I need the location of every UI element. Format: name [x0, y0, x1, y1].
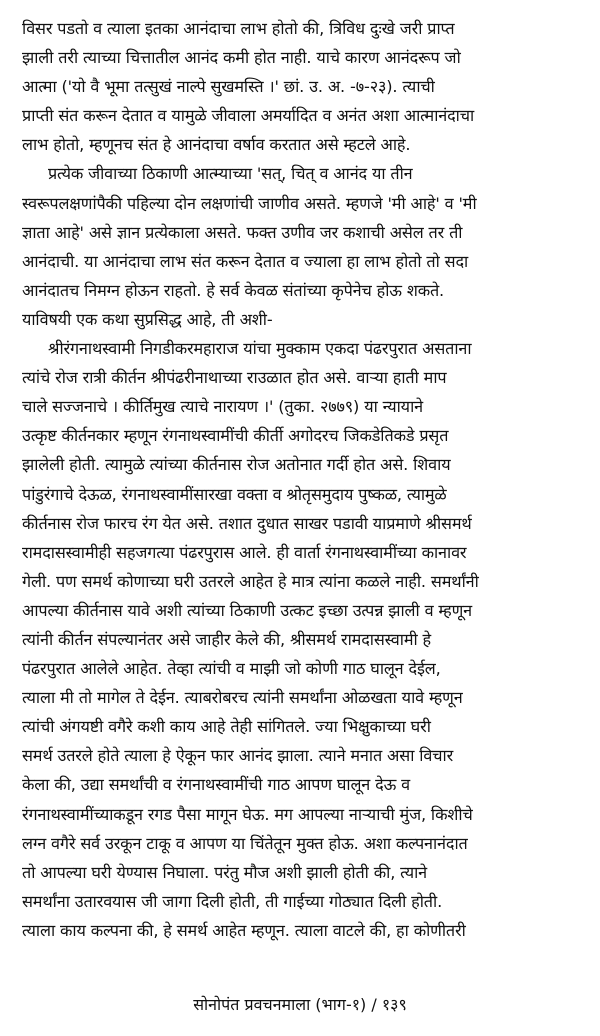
text-line: तो आपल्या घरी येण्यास निघाला. परंतु मौज अशी झाली होती की, त्याने [22, 862, 427, 882]
text-line: पंढरपुरात आलेले आहेत. तेव्हा त्यांची व माझी जो कोणी गाठ घालून देईल, [22, 659, 441, 679]
text-line: विसर पडतो व त्याला इतका आनंदाचा लाभ होतो की, त्रिविध दुःखे जरी प्राप्त [22, 19, 455, 38]
text-line: समर्थांना उतारवयास जी जागा दिली होती, ती गाईच्या गोठ्यात दिली होती. [22, 891, 443, 911]
text-line: कीर्तनास रोज फारच रंग येत असे. तशात दुधात साखर पडावी याप्रमाणे श्रीसमर्थ [22, 513, 472, 533]
text-line: केला की, उद्या समर्थांची व रंगनाथस्वामींची गाठ आपण घालून देऊ व [22, 775, 410, 795]
text-line: त्याला मी तो मागेल ते देईन. त्याबरोबरच त्यांनी समर्थांना ओळखता यावे म्हणून [22, 688, 463, 708]
page-footer: सोनोपंत प्रवचनमाला (भाग-१) / १३९ [193, 995, 407, 1014]
text-line: त्यांनी कीर्तन संपल्यानंतर असे जाहीर केले की, श्रीसमर्थ रामदासस्वामी हे [22, 629, 431, 649]
text-line: याविषयी एक कथा सुप्रसिद्ध आहे, ती अशी- [22, 309, 273, 329]
text-line: ज्ञाता आहे' असे ज्ञान प्रत्येकाला असते. फक्त उणीव जर कशाची असेल तर ती [22, 222, 463, 242]
text-line: गेली. पण समर्थ कोणाच्या घरी उतरले आहेत हे मात्र त्यांना कळले नाही. समर्थांनी [22, 571, 479, 591]
text-line: उत्कृष्ट कीर्तनकार म्हणून रंगनाथस्वामींची कीर्ती अगोदरच जिकडेतिकडे प्रसृत [22, 426, 449, 446]
text-line: समर्थ उतरले होते त्याला हे ऐकून फार आनंद झाला. त्याने मनात असा विचार [22, 746, 454, 766]
text-line: त्यांचे रोज रात्री कीर्तन श्रीपंढरीनाथाच्या राउळात होत असे. वाऱ्या हाती माप [22, 368, 447, 388]
body-text [22, 14, 582, 945]
paragraph-start-line: प्रत्येक जीवाच्या ठिकाणी आत्म्याच्या 'सत्, चित् व आनंद या तीन [48, 164, 413, 184]
text-line: पांडुरंगाचे देऊळ, रंगनाथस्वामींसारखा वक्ता व श्रोतृसमुदाय पुष्कळ, त्यामुळे [22, 484, 447, 504]
text-line: रंगनाथस्वामींच्याकडून रगड पैसा मागून घेऊ. मग आपल्या नाऱ्याची मुंज, किशीचे [22, 804, 473, 824]
text-line: प्राप्ती संत करून देतात व यामुळे जीवाला अमर्यादित व अनंत अशा आत्मानंदाचा [22, 106, 475, 126]
text-line: रामदासस्वामीही सहजगत्या पंढरपुरास आले. ही वार्ता रंगनाथस्वामींच्या कानावर [22, 542, 467, 562]
text-line: स्वरूपलक्षणांपैकी पहिल्या दोन लक्षणांची जाणीव असते. म्हणजे 'मी आहे' व 'मी [22, 193, 477, 213]
text-line: झालेली होती. त्यामुळे त्यांच्या कीर्तनास रोज अतोनात गर्दी होत असे. शिवाय [22, 455, 451, 475]
text-line: लाभ होतो, म्हणूनच संत हे आनंदाचा वर्षाव करतात असे म्हटले आहे. [22, 135, 411, 155]
text-line: आनंदातच निमग्न होऊन राहतो. हे सर्व केवळ संतांच्या कृपेनेच होऊ शकते. [22, 280, 445, 300]
text-line: आनंदाची. या आनंदाचा लाभ संत करून देतात व ज्याला हा लाभ होतो तो सदा [22, 251, 469, 271]
text-line: आपल्या कीर्तनास यावे अशी त्यांच्या ठिकाणी उत्कट इच्छा उत्पन्न झाली व म्हणून [22, 600, 472, 620]
text-line: आत्मा ('यो वै भूमा तत्सुखं नाल्पे सुखमस्ति ।' छां. उ. अ. -७-२३). त्याची [22, 77, 435, 97]
text-line: लग्न वगैरे सर्व उरकून टाकू व आपण या चिंतेतून मुक्त होऊ. अशा कल्पनानंदात [22, 833, 468, 853]
paragraph-start-line: श्रीरंगनाथस्वामी निगडीकरमहाराज यांचा मुक्काम एकदा पंढरपुरात असताना [48, 339, 472, 359]
text-line: झाली तरी त्याच्या चित्तातील आनंद कमी होत नाही. याचे कारण आनंदरूप जो [22, 48, 461, 68]
text-line: चाले सज्जनाचे । कीर्तिमुख त्याचे नारायण ।' (तुका. २७७९) या न्यायाने [22, 397, 423, 417]
text-line: त्याला काय कल्पना की, हे समर्थ आहेत म्हणून. त्याला वाटले की, हा कोणीतरी [22, 920, 466, 940]
text-line: त्यांची अंगयष्टी वगैरे कशी काय आहे तेही सांगितले. ज्या भिक्षुकाच्या घरी [22, 717, 431, 737]
